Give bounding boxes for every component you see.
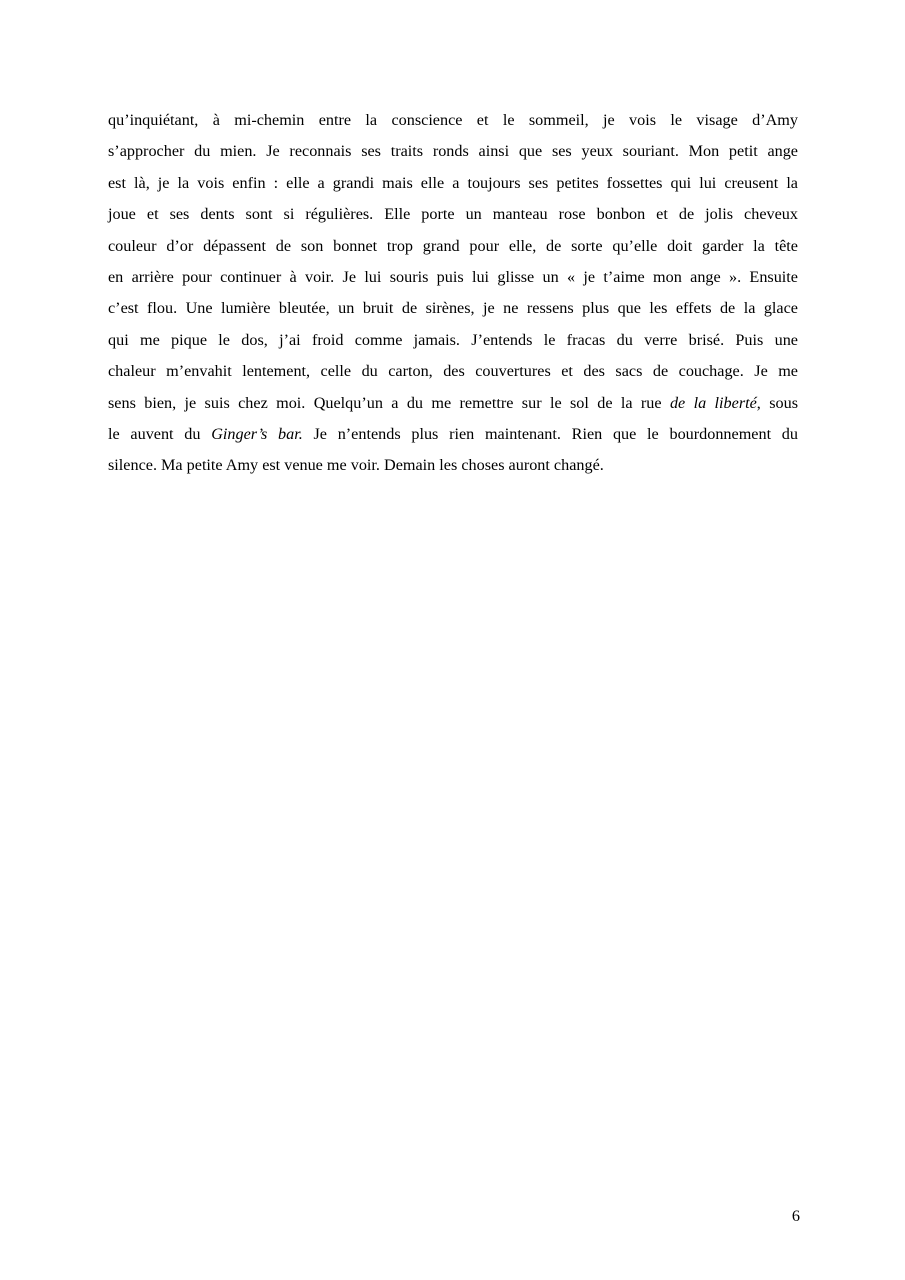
text-run: couleur d’or dépassent de son bonnet trop grand pour elle, de sorte qu’elle doit garder la tête (108, 236, 798, 255)
italic-text: Ginger’s bar. (211, 425, 303, 444)
text-run: sens bien, je suis chez moi. Quelqu’un a du me remettre sur le sol de la rue (108, 393, 670, 412)
text-line (108, 450, 798, 481)
text-line (108, 388, 798, 419)
text-line (108, 168, 798, 199)
text-run: Je n’entends plus rien maintenant. Rien que le bourdonnement du (302, 425, 798, 444)
text-line (108, 356, 798, 387)
text-run: , sous (756, 393, 798, 412)
page-number: 6 (791, 1207, 800, 1225)
text-line (108, 231, 798, 262)
text-run: le auvent du (108, 425, 212, 444)
italic-text: de la liberté (669, 393, 757, 412)
text-run: joue et ses dents sont si régulières. Elle porte un manteau rose bonbon et de jolis cheveux (108, 205, 798, 224)
text-line (108, 325, 798, 356)
text-line (108, 419, 798, 450)
text-run: qu’inquiétant, à mi-chemin entre la conscience et le sommeil, je vois le visage d’Amy (108, 111, 798, 129)
text-line (108, 105, 798, 136)
text-run: en arrière pour continuer à voir. Je lui souris puis lui glisse un « je t’aime mon ange ». Ensuite (108, 268, 798, 287)
text-run: s’approcher du mien. Je reconnais ses traits ronds ainsi que ses yeux souriant. Mon petit ange (108, 142, 798, 161)
text-line (108, 136, 798, 167)
text-run: chaleur m’envahit lentement, celle du carton, des couvertures et des sacs de couchage. Je me (108, 362, 798, 381)
text-line (108, 293, 798, 324)
text-run: qui me pique le dos, j’ai froid comme jamais. J’entends le fracas du verre brisé. Puis une (108, 330, 798, 349)
body-paragraph (108, 105, 798, 482)
text-run: c’est flou. Une lumière bleutée, un bruit de sirènes, je ne ressens plus que les effets de la glace (108, 299, 798, 318)
text-line (108, 262, 798, 293)
text-line (108, 199, 798, 230)
text-run: est là, je la vois enfin : elle a grandi mais elle a toujours ses petites fossettes qui lui creusent la (108, 173, 798, 192)
text-run: silence. Ma petite Amy est venue me voir. Demain les choses auront changé. (108, 456, 604, 475)
